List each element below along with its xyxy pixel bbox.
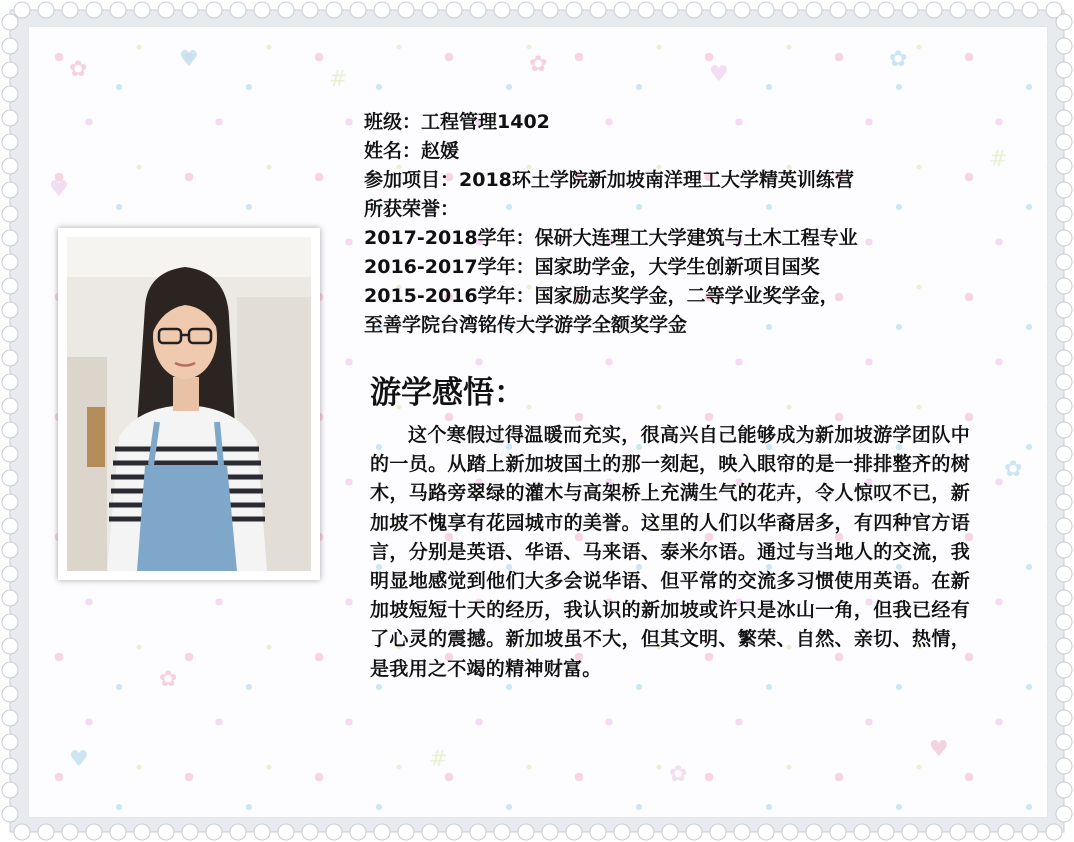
stamp-perforation	[974, 2, 990, 18]
stamp-perforation	[2, 566, 18, 582]
stamp-perforation	[2, 206, 18, 222]
stamp-perforation	[1056, 398, 1072, 414]
essay-paragraph: 这个寒假过得温暖而充实，很高兴自己能够成为新加坡游学团队中的一员。从踏上新加坡国土的那一刻起，映入眼帘的是一排排整齐的树木，马路旁翠绿的灌木与高架桥上充满生气的花卉，令人惊叹不已，新加坡不愧享有花园城市的美誉。这里的人们以华裔居多，有四种官方语言，分别是英语、华语、马来语、泰米尔语。通过与当地人的交流，我明显地感觉到他们大多会说华语、但平常的交流多习惯使用英语。在新加坡短短十天的经历，我认识的新加坡或许只是冰山一角，但我已经有了心灵的震撼。新加坡虽不大，但其文明、繁荣、自然、亲切、热情，是我用之不竭的精神财富。	[370, 424, 970, 680]
stamp-perforation	[998, 2, 1014, 18]
stamp-perforation	[278, 824, 294, 840]
flower-icon: ✿	[1004, 457, 1023, 482]
stamp-perforation	[2, 278, 18, 294]
portrait-photo	[67, 237, 311, 571]
flower-icon: ✿	[159, 667, 178, 692]
stamp-perforation	[1056, 590, 1072, 606]
stamp-perforation	[950, 824, 966, 840]
stamp-perforation	[1022, 824, 1038, 840]
hash-icon: #	[429, 747, 448, 772]
stamp-perforation	[662, 2, 678, 18]
class-line: 班级：工程管理1402	[364, 111, 550, 133]
stamp-perforation	[1056, 470, 1072, 486]
stamp-perforation	[2, 182, 18, 198]
stamp-perforation	[902, 824, 918, 840]
hash-icon: #	[989, 147, 1008, 172]
stamp-perforation	[14, 2, 30, 18]
stamp-perforation	[302, 2, 318, 18]
stamp-perforation	[686, 824, 702, 840]
stamp-perforation	[2, 614, 18, 630]
stamp-perforation	[2, 686, 18, 702]
section-title: 游学感悟：	[370, 375, 525, 411]
stamp-perforation	[398, 824, 414, 840]
stamp-perforation	[1056, 758, 1072, 774]
stamp-perforation	[806, 824, 822, 840]
stamp-perforation	[86, 2, 102, 18]
stamp-perforation	[2, 806, 18, 822]
stamp-perforation	[1056, 422, 1072, 438]
stamp-perforation	[1056, 38, 1072, 54]
stamp-perforation	[878, 2, 894, 18]
stamp-perforation	[758, 824, 774, 840]
stamp-perforation	[2, 662, 18, 678]
hash-icon: #	[329, 67, 348, 92]
stamp-perforation	[734, 2, 750, 18]
stamp-perforation	[2, 734, 18, 750]
flower-icon: ✿	[69, 57, 88, 82]
stamp-perforation	[326, 2, 342, 18]
stamp-perforation	[1056, 638, 1072, 654]
stamp-perforation	[638, 2, 654, 18]
stamp-perforation	[2, 422, 18, 438]
stamp-perforation	[350, 824, 366, 840]
stamp-perforation	[158, 824, 174, 840]
honor-item: 2017-2018学年：保研大连理工大学建筑与土木工程专业	[364, 227, 858, 249]
stamp-perforation	[2, 470, 18, 486]
stamp-perforation	[1056, 542, 1072, 558]
stamp-perforation	[878, 824, 894, 840]
stamp-perforation	[2, 134, 18, 150]
portrait-illustration	[67, 237, 311, 571]
stamp-perforation	[2, 86, 18, 102]
stamp-perforation	[782, 824, 798, 840]
stamp-perforation	[638, 824, 654, 840]
stamp-perforation	[1056, 782, 1072, 798]
stamp-perforation	[926, 2, 942, 18]
stamp-perforation	[182, 824, 198, 840]
stamp-perforation	[2, 110, 18, 126]
stamp-perforation	[2, 62, 18, 78]
stamp-perforation	[1056, 86, 1072, 102]
stamp-perforation	[254, 824, 270, 840]
stamp-perforation	[518, 2, 534, 18]
stamp-perforation	[854, 824, 870, 840]
stamp-perforation	[230, 2, 246, 18]
stamp-perforation	[974, 824, 990, 840]
stamp-perforation	[2, 542, 18, 558]
heart-icon: ♥	[179, 47, 199, 72]
stamp-perforation	[2, 518, 18, 534]
stamp-perforation	[1056, 182, 1072, 198]
stamp-perforation	[1056, 110, 1072, 126]
stamp-perforation	[1056, 686, 1072, 702]
stamp-perforation	[350, 2, 366, 18]
stamp-perforation	[182, 2, 198, 18]
stamp-perforation	[110, 2, 126, 18]
stamp-perforation	[734, 824, 750, 840]
stamp-perforation	[542, 2, 558, 18]
stamp-perforation	[998, 824, 1014, 840]
stamp-perforation	[374, 824, 390, 840]
stamp-perforation	[134, 824, 150, 840]
stamp-perforation	[1056, 158, 1072, 174]
stamp-perforation	[86, 824, 102, 840]
stamp-perforation	[2, 374, 18, 390]
stamp-perforation	[2, 638, 18, 654]
name-line: 姓名：赵媛	[364, 140, 460, 162]
stamp-perforation	[14, 824, 30, 840]
stamp-perforation	[2, 710, 18, 726]
stamp-perforation	[302, 824, 318, 840]
stamp-perforation	[1056, 230, 1072, 246]
stamp-perforation	[590, 2, 606, 18]
stamp-perforation	[614, 2, 630, 18]
stamp-perforation	[1056, 614, 1072, 630]
stamp-perforation	[422, 824, 438, 840]
honor-item: 2016-2017学年：国家助学金，大学生创新项目国奖	[364, 256, 820, 278]
heart-icon: ♥	[709, 62, 729, 87]
stamp-perforation	[782, 2, 798, 18]
stamp-perforation	[38, 2, 54, 18]
stamp-perforation	[2, 350, 18, 366]
stamp-perforation	[1056, 710, 1072, 726]
stamp-perforation	[710, 2, 726, 18]
stamp-perforation	[1046, 824, 1062, 840]
stamp-perforation	[614, 824, 630, 840]
stamp-perforation	[2, 398, 18, 414]
stamp-perforation	[2, 782, 18, 798]
stamp-perforation	[926, 824, 942, 840]
stamp-perforation	[662, 824, 678, 840]
stamp-perforation	[494, 2, 510, 18]
stamp-perforation	[806, 2, 822, 18]
stamp-perforation	[494, 824, 510, 840]
stamp-perforation	[1056, 134, 1072, 150]
stamp-perforation	[1056, 302, 1072, 318]
stamp-perforation	[1056, 662, 1072, 678]
stamp-perforation	[2, 302, 18, 318]
stamp-perforation	[590, 824, 606, 840]
flower-icon: ✿	[889, 47, 908, 72]
stamp-perforation	[2, 326, 18, 342]
stamp-perforation	[2, 494, 18, 510]
flower-icon: ✿	[529, 52, 548, 77]
project-line: 参加项目：2018环土学院新加坡南洋理工大学精英训练营	[364, 169, 854, 191]
stamp-perforation	[1056, 446, 1072, 462]
stamp-perforation	[158, 2, 174, 18]
honor-item: 2015-2016学年：国家励志奖学金，二等学业奖学金，	[364, 285, 839, 307]
stamp-perforation	[134, 2, 150, 18]
heart-icon: ♥	[69, 747, 89, 772]
stamp-perforation	[758, 2, 774, 18]
stamp-perforation	[710, 824, 726, 840]
stamp-perforation	[686, 2, 702, 18]
stamp-perforation	[2, 158, 18, 174]
stamp-perforation	[902, 2, 918, 18]
stamp-perforation	[1056, 734, 1072, 750]
stamp-perforation	[2, 758, 18, 774]
stamp-perforation	[470, 824, 486, 840]
stamp-perforation	[38, 824, 54, 840]
stamp-perforation	[2, 590, 18, 606]
stamp-perforation	[2, 446, 18, 462]
flower-icon: ✿	[669, 762, 688, 787]
stamp-perforation	[1056, 350, 1072, 366]
stamp-perforation	[2, 14, 18, 30]
stamp-perforation	[854, 2, 870, 18]
portrait-frame	[58, 228, 320, 580]
heart-icon: ♥	[49, 177, 69, 202]
honor-item: 至善学院台湾铭传大学游学全额奖学金	[364, 314, 688, 336]
stamp-perforation	[2, 254, 18, 270]
stamp-perforation	[1056, 14, 1072, 30]
stamp-perforation	[326, 824, 342, 840]
stamp-perforation	[566, 2, 582, 18]
stamp-perforation	[206, 2, 222, 18]
stamp-perforation	[206, 824, 222, 840]
stamp-perforation	[470, 2, 486, 18]
stamp-perforation	[542, 824, 558, 840]
stamp-perforation	[422, 2, 438, 18]
stamp-perforation	[1022, 2, 1038, 18]
profile-info	[364, 108, 1004, 340]
stamp-perforation	[278, 2, 294, 18]
stamp-perforation	[1056, 278, 1072, 294]
stamp-perforation	[566, 824, 582, 840]
stamp-perforation	[2, 230, 18, 246]
stamp-perforation	[374, 2, 390, 18]
stamp-perforation	[62, 824, 78, 840]
stamp-perforation	[1056, 806, 1072, 822]
stamp-perforation	[62, 2, 78, 18]
stamp-perforation	[830, 2, 846, 18]
heart-icon: ♥	[929, 737, 949, 762]
stamp-perforation	[1056, 254, 1072, 270]
stamp-perforation	[446, 824, 462, 840]
stamp-perforation	[950, 2, 966, 18]
stamp-perforation	[2, 38, 18, 54]
stamp-perforation	[1056, 494, 1072, 510]
honors-label: 所获荣誉：	[364, 198, 460, 220]
stamp-perforation	[1056, 518, 1072, 534]
stamp-perforation	[1056, 206, 1072, 222]
stamp-perforation	[1056, 566, 1072, 582]
stamp-perforation	[1056, 62, 1072, 78]
stamp-perforation	[230, 824, 246, 840]
stamp-perforation	[254, 2, 270, 18]
stamp-perforation	[398, 2, 414, 18]
stamp-perforation	[446, 2, 462, 18]
stamp-perforation	[110, 824, 126, 840]
stamp-perforation	[1056, 326, 1072, 342]
stamp-perforation	[830, 824, 846, 840]
stamp-perforation	[1056, 374, 1072, 390]
stamp-perforation	[518, 824, 534, 840]
